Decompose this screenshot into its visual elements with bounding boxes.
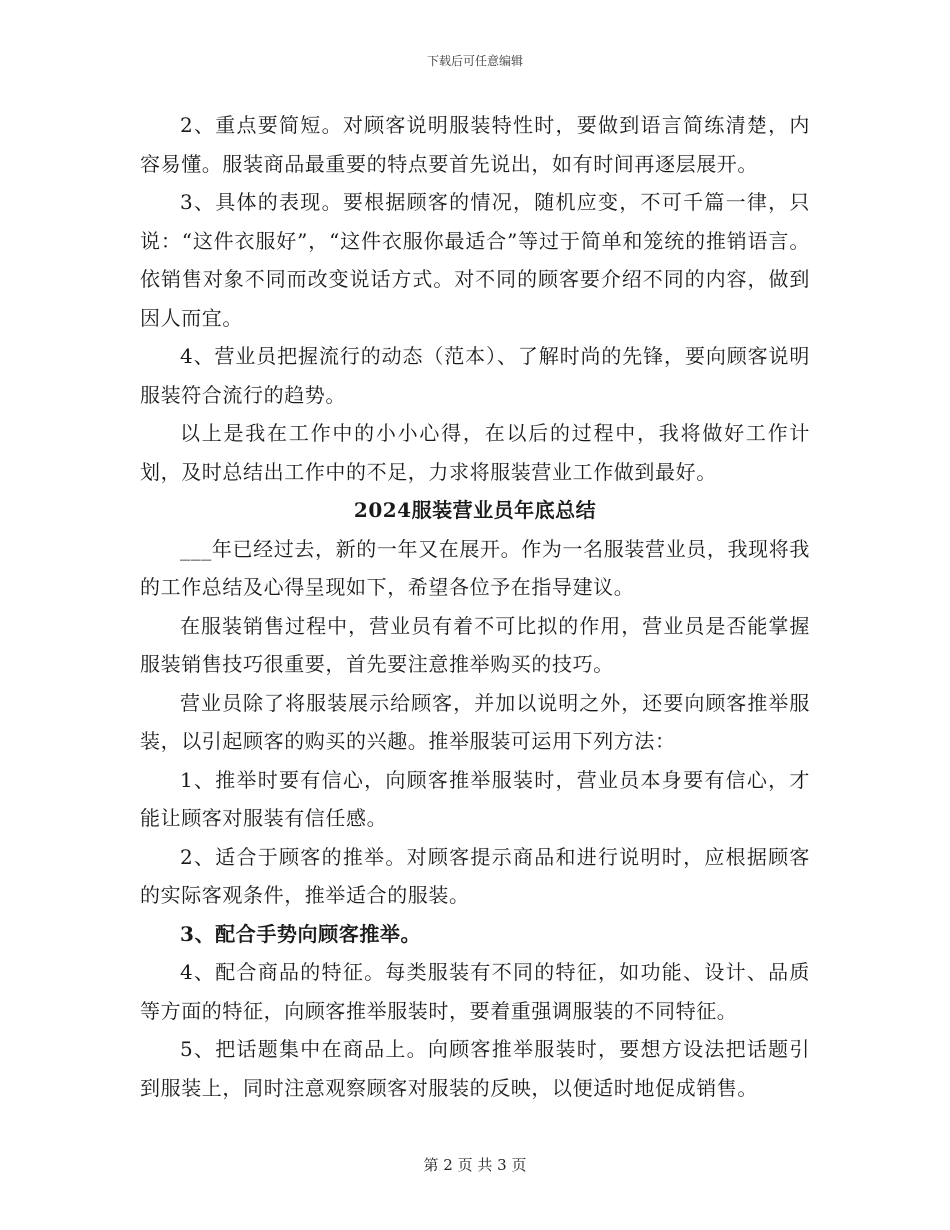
- page-number: 第 2 页 共 3 页: [423, 1156, 527, 1174]
- document-body: [140, 106, 810, 1107]
- paragraph-role: 在服装销售过程中，营业员有着不可比拟的作用，营业员是否能掌握服装销售技巧很重要，首先要注意推举购买的技巧。: [140, 613, 810, 676]
- paragraph-conclusion: 以上是我在工作中的小小心得，在以后的过程中，我将做好工作计划，及时总结出工作中的不足，力求将服装营业工作做到最好。: [140, 421, 810, 484]
- paragraph-method-3: 3、配合手势向顾客推举。: [180, 921, 422, 946]
- paragraph-point-3: 3、具体的表现。要根据顾客的情况，随机应变，不可千篇一律，只说：“这件衣服好”，“这件衣服你最适合”等过于简单和笼统的推销语言。依销售对象不同而改变说话方式。对不同的顾客要介绍不同的内容，做到因人而宜。: [140, 190, 810, 330]
- paragraph-method-1: 1、推举时要有信心，向顾客推举服装时，营业员本身要有信心，才能让顾客对服装有信任感。: [140, 767, 810, 830]
- paragraph-point-4: 4、营业员把握流行的动态（范本）、了解时尚的先锋，要向顾客说明服装符合流行的趋势。: [140, 344, 810, 407]
- paragraph-intro: ___年已经过去，新的一年又在展开。作为一名服装营业员，我现将我的工作总结及心得呈现如下，希望各位予在指导建议。: [140, 536, 810, 599]
- paragraph-method-4: 4、配合商品的特征。每类服装有不同的特征，如功能、设计、品质等方面的特征，向顾客推举服装时，要着重强调服装的不同特征。: [140, 960, 810, 1023]
- paragraph-point-2: 2、重点要简短。对顾客说明服装特性时，要做到语言简练清楚，内容易懂。服装商品最重要的特点要首先说出，如有时间再逐层展开。: [140, 113, 810, 176]
- paragraph-method-2: 2、适合于顾客的推举。对顾客提示商品和进行说明时，应根据顾客的实际客观条件，推举适合的服装。: [140, 844, 810, 907]
- paragraph-method-5: 5、把话题集中在商品上。向顾客推举服装时，要想方设法把话题引到服装上，同时注意观察顾客对服装的反映，以便适时地促成销售。: [140, 1037, 810, 1100]
- page-header: 下载后可任意编辑: [426, 54, 523, 68]
- paragraph-methods: 营业员除了将服装展示给顾客，并加以说明之外，还要向顾客推举服装，以引起顾客的购买的兴趣。推举服装可运用下列方法：: [140, 690, 810, 753]
- section-title: 2024服装营业员年底总结: [353, 498, 597, 522]
